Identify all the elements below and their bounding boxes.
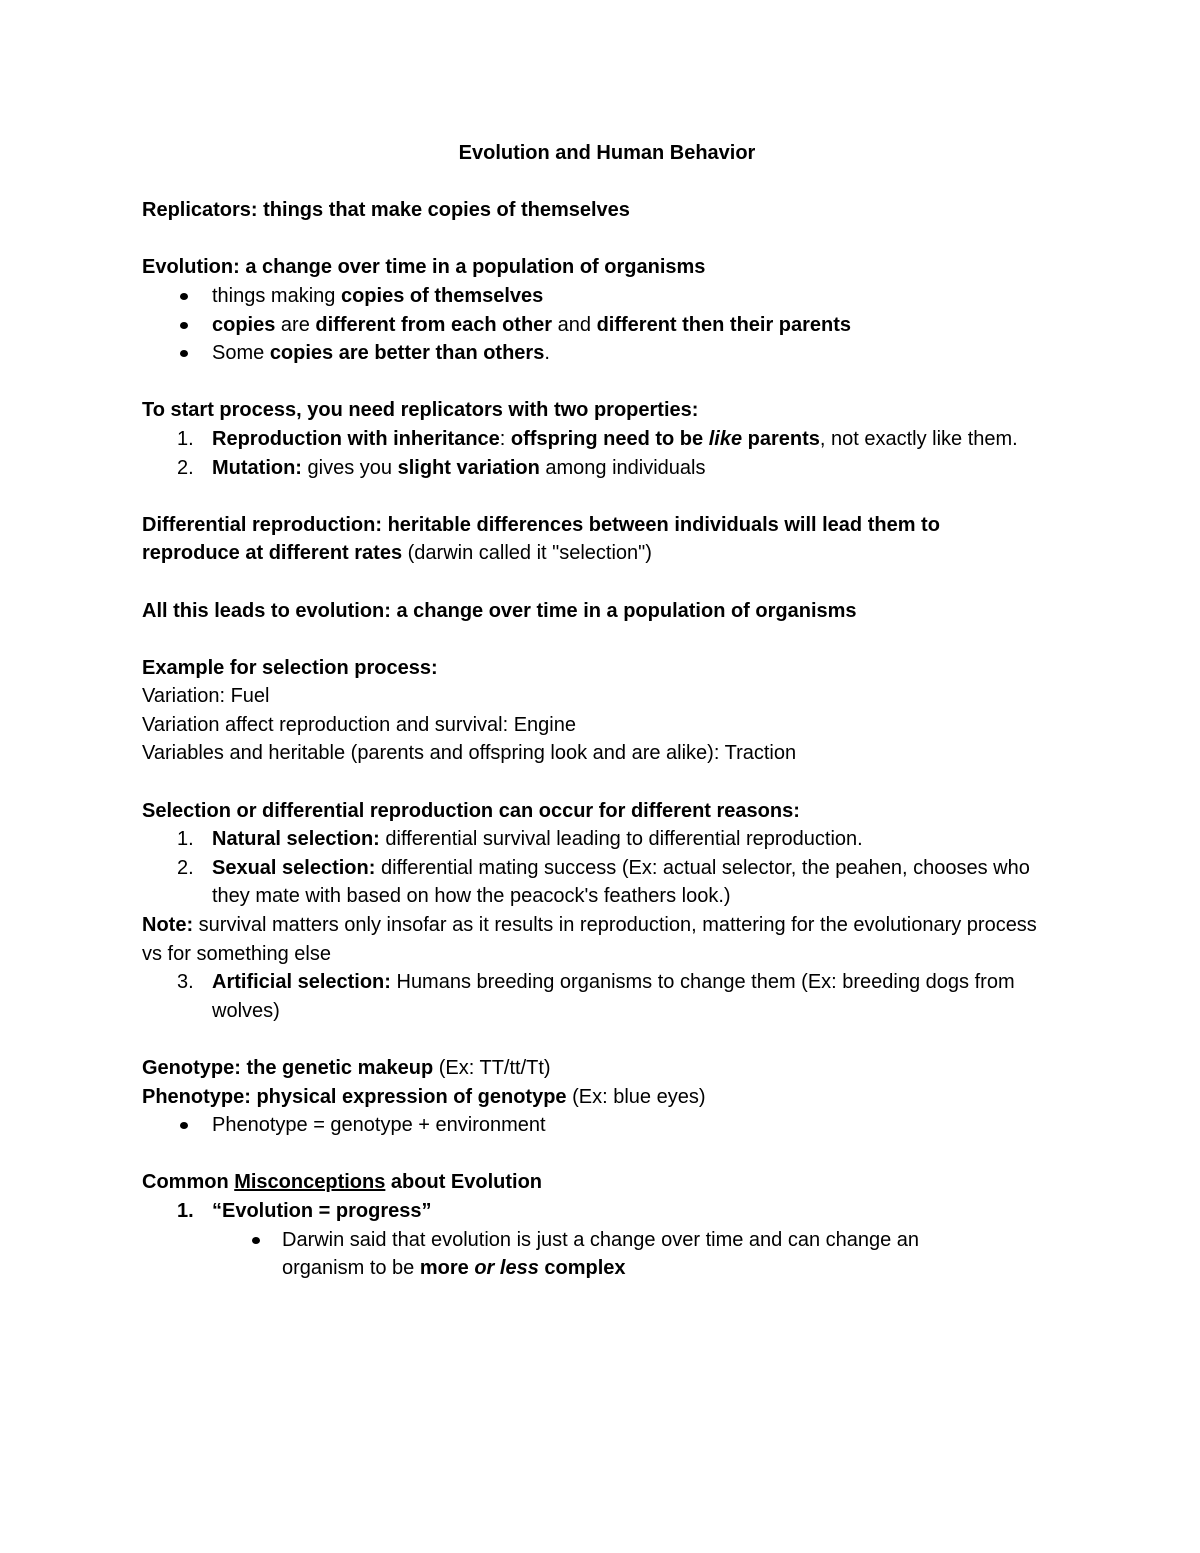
- document-page: [142, 139, 1072, 1283]
- replicators-text: things that make copies of themselves: [257, 199, 630, 222]
- bullet-icon: [180, 350, 188, 357]
- bullet-icon: [180, 1122, 188, 1129]
- evolution-text: a change over time in a population of organisms: [239, 256, 706, 279]
- example-line: Variation affect reproduction and survival: Engine: [142, 713, 576, 736]
- list-item: copies are different from each other and different then their parents: [142, 311, 1072, 340]
- list-item: 2. Mutation: gives you slight variation among individuals: [142, 454, 1072, 483]
- example-line: Variation: Fuel: [142, 685, 270, 708]
- list-number: 2.: [177, 856, 194, 879]
- list-item: 1. Reproduction with inheritance: offspring need to be like parents, not exactly like them.: [142, 425, 1072, 454]
- replicators-definition: [142, 196, 1072, 225]
- misconceptions-heading: Common Misconceptions about Evolution: [142, 1171, 543, 1194]
- bullet-icon: [180, 322, 188, 329]
- replicators-term: Replicators:: [142, 199, 258, 222]
- all-this-statement: All this leads to evolution: a change over time in a population of organisms: [142, 599, 857, 622]
- list-number: 3.: [177, 971, 194, 994]
- list-number: 1.: [177, 1199, 194, 1222]
- example-heading: Example for selection process:: [142, 656, 438, 679]
- selection-heading: Selection or differential reproduction can occur for different reasons:: [142, 799, 800, 822]
- list-item: Phenotype = genotype + environment: [142, 1111, 1072, 1140]
- list-item: Some copies are better than others.: [142, 339, 1072, 368]
- example-line: Variables and heritable (parents and offspring look and are alike): Traction: [142, 742, 797, 765]
- list-item: 1. “Evolution = progress”: [142, 1197, 1072, 1226]
- document-title: Evolution and Human Behavior: [458, 142, 756, 164]
- list-item: Darwin said that evolution is just a change over time and can change an organism to be more or less complex: [142, 1226, 1002, 1283]
- list-item: 2. Sexual selection: differential mating success (Ex: actual selector, the peahen, chooses who they mate with based on how the peacock's feathers look.): [142, 854, 1072, 911]
- list-item: things making copies of themselves: [142, 282, 1072, 311]
- note-paragraph: Note: survival matters only insofar as it results in reproduction, mattering for the evolutionary process vs for something else: [142, 914, 1037, 965]
- list-item: 1. Natural selection: differential survival leading to differential reproduction.: [142, 825, 1072, 854]
- start-process-heading: To start process, you need replicators with two properties:: [142, 399, 699, 422]
- differential-reproduction-paragraph: Differential reproduction: heritable differences between individuals will lead them to reproduce at different rates (darwin called it "selection"): [142, 513, 940, 565]
- genotype-definition: Genotype: the genetic makeup (Ex: TT/tt/Tt): [142, 1057, 551, 1079]
- bullet-icon: [252, 1237, 260, 1244]
- list-item: 3. Artificial selection: Humans breeding organisms to change them (Ex: breeding dogs from wolves): [142, 968, 1072, 1025]
- evolution-definition: [142, 253, 1072, 282]
- list-number: 1.: [177, 828, 194, 851]
- bullet-icon: [180, 293, 188, 300]
- phenotype-definition: Phenotype: physical expression of genotype (Ex: blue eyes): [142, 1085, 706, 1108]
- evolution-term: Evolution:: [142, 256, 240, 279]
- list-number: 2.: [177, 456, 194, 479]
- list-number: 1.: [177, 427, 194, 450]
